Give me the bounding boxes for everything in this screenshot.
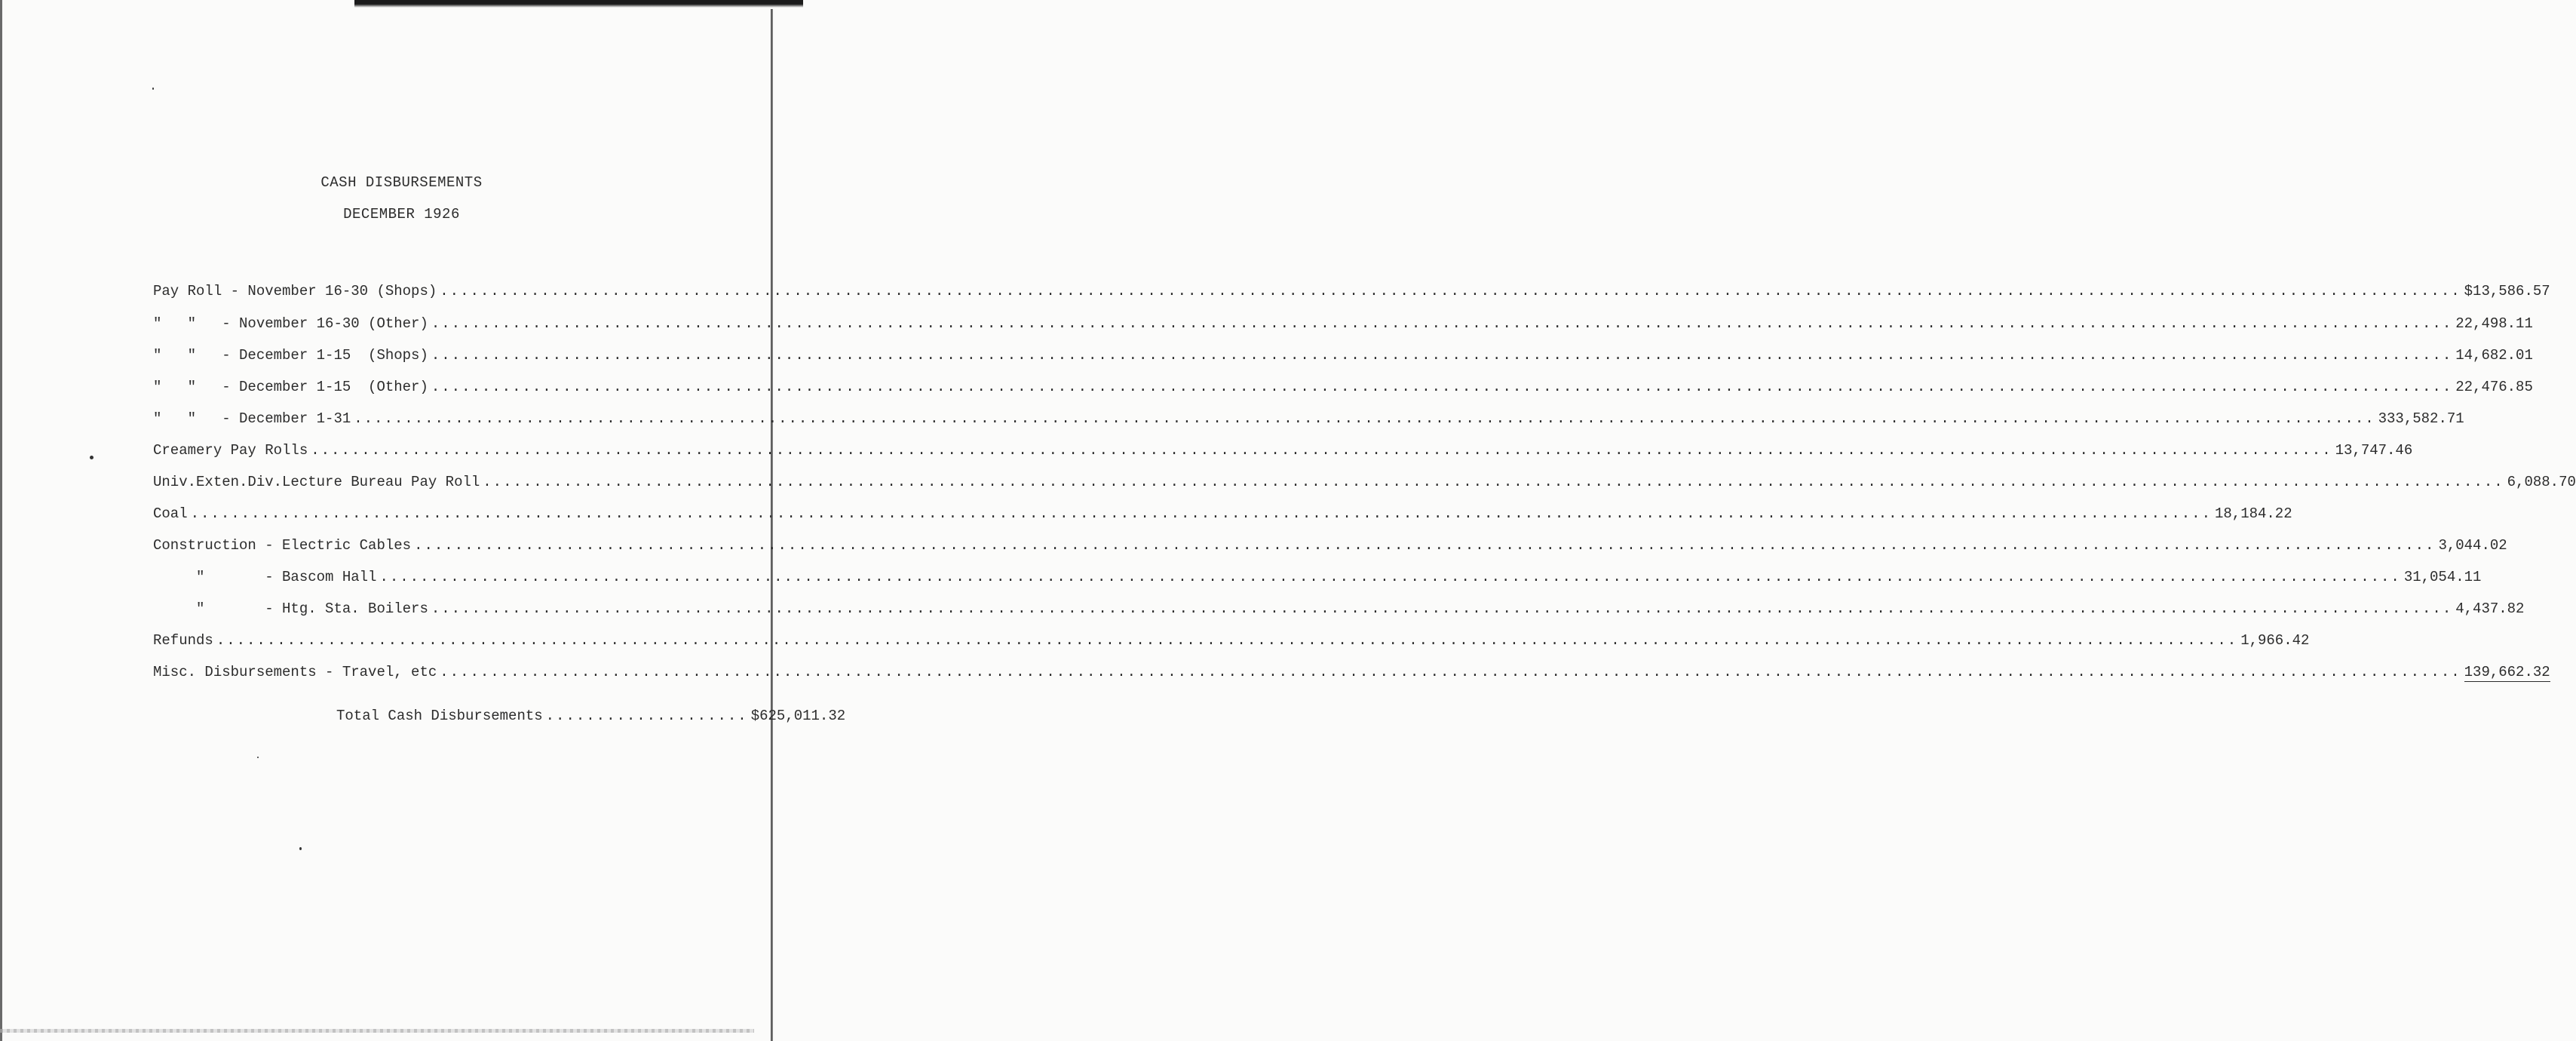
ink-speck bbox=[90, 456, 94, 459]
dot-leader: ........................................................................................................................................................................................................ bbox=[440, 283, 2461, 299]
dot-leader: ........................................................................................................................................................................................................ bbox=[190, 505, 2212, 522]
dot-leader: ........................................................................................................................................................................................................ bbox=[414, 537, 2436, 554]
disbursement-amount: 6,088.70 bbox=[2507, 474, 2576, 490]
page-right-edge bbox=[771, 9, 773, 1041]
disbursement-description: " " - December 1-15 (Other) bbox=[153, 379, 428, 395]
disbursement-description: Coal bbox=[153, 505, 188, 522]
disbursement-row bbox=[153, 347, 2533, 370]
document-subtitle: DECEMBER 1926 bbox=[343, 206, 460, 223]
dot-leader: ........................................................................................................................................................................................................ bbox=[354, 410, 2375, 427]
disbursement-description: Construction - Electric Cables bbox=[153, 537, 412, 554]
page-left-edge bbox=[0, 0, 2, 1041]
dot-leader: ........................................................................................................................................................................................................ bbox=[311, 442, 2332, 459]
disbursement-row bbox=[153, 474, 2576, 496]
dot-leader: ........................................................................................................................................................................................................ bbox=[440, 664, 2461, 680]
disbursement-amount: 139,662.32 bbox=[2464, 664, 2550, 680]
disbursement-description: " - Htg. Sta. Boilers bbox=[153, 600, 428, 617]
disbursement-amount: 18,184.22 bbox=[2214, 505, 2292, 522]
dot-leader: ........................................................................................................................................................................................................ bbox=[483, 474, 2504, 490]
dot-leader: ........................................................................................................................................................................................................ bbox=[379, 569, 2401, 585]
dot-leader: ........................................................................................................................................................................................................ bbox=[431, 347, 2453, 364]
dot-leader: ........................................................................................................................................................................................................ bbox=[431, 315, 2453, 332]
disbursement-row bbox=[153, 410, 2464, 433]
disbursement-description: " - Bascom Hall bbox=[153, 569, 377, 585]
disbursement-description: " " - December 1-15 (Shops) bbox=[153, 347, 428, 364]
disbursement-row bbox=[153, 442, 2413, 465]
total-amount: $625,011.32 bbox=[750, 708, 846, 724]
ink-speck bbox=[257, 757, 259, 758]
dot-leader: .................... bbox=[545, 708, 748, 724]
dot-leader: ........................................................................................................................................................................................................ bbox=[431, 379, 2453, 395]
disbursement-description: " " - December 1-31 bbox=[153, 410, 351, 427]
disbursement-row bbox=[153, 600, 2525, 623]
disbursement-row bbox=[153, 569, 2482, 591]
disbursement-amount: 31,054.11 bbox=[2403, 569, 2482, 585]
disbursement-amount: 22,476.85 bbox=[2455, 379, 2533, 395]
disbursement-row bbox=[153, 632, 2310, 655]
disbursement-amount: 1,966.42 bbox=[2240, 632, 2310, 649]
total-row bbox=[336, 708, 846, 730]
disbursement-description: Misc. Disbursements - Travel, etc bbox=[153, 664, 437, 680]
disbursement-amount: 4,437.82 bbox=[2455, 600, 2525, 617]
disbursement-description: " " - November 16-30 (Other) bbox=[153, 315, 428, 332]
disbursement-description: Creamery Pay Rolls bbox=[153, 442, 308, 459]
disbursement-amount: 22,498.11 bbox=[2455, 315, 2533, 332]
ink-speck bbox=[299, 847, 302, 850]
disbursement-row bbox=[153, 379, 2533, 401]
disbursement-description: Pay Roll - November 16-30 (Shops) bbox=[153, 283, 437, 299]
disbursement-row bbox=[153, 537, 2507, 560]
dot-leader: ........................................................................................................................................................................................................ bbox=[431, 600, 2453, 617]
disbursement-amount: 14,682.01 bbox=[2455, 347, 2533, 364]
disbursement-amount: 3,044.02 bbox=[2438, 537, 2507, 554]
disbursement-row bbox=[153, 664, 2550, 686]
page-bottom-edge bbox=[0, 1029, 754, 1033]
page-top-edge bbox=[354, 0, 803, 8]
disbursement-row bbox=[153, 505, 2292, 528]
disbursement-description: Univ.Exten.Div.Lecture Bureau Pay Roll bbox=[153, 474, 480, 490]
disbursement-amount: $13,586.57 bbox=[2464, 283, 2550, 299]
disbursement-row bbox=[153, 283, 2550, 306]
total-label: Total Cash Disbursements bbox=[336, 708, 543, 724]
disbursement-description: Refunds bbox=[153, 632, 213, 649]
disbursement-amount: 13,747.46 bbox=[2335, 442, 2413, 459]
dot-leader: ........................................................................................................................................................................................................ bbox=[216, 632, 2238, 649]
disbursement-amount: 333,582.71 bbox=[2378, 410, 2464, 427]
disbursement-row bbox=[153, 315, 2533, 338]
document-title: CASH DISBURSEMENTS bbox=[320, 174, 483, 191]
ink-speck bbox=[152, 88, 154, 90]
